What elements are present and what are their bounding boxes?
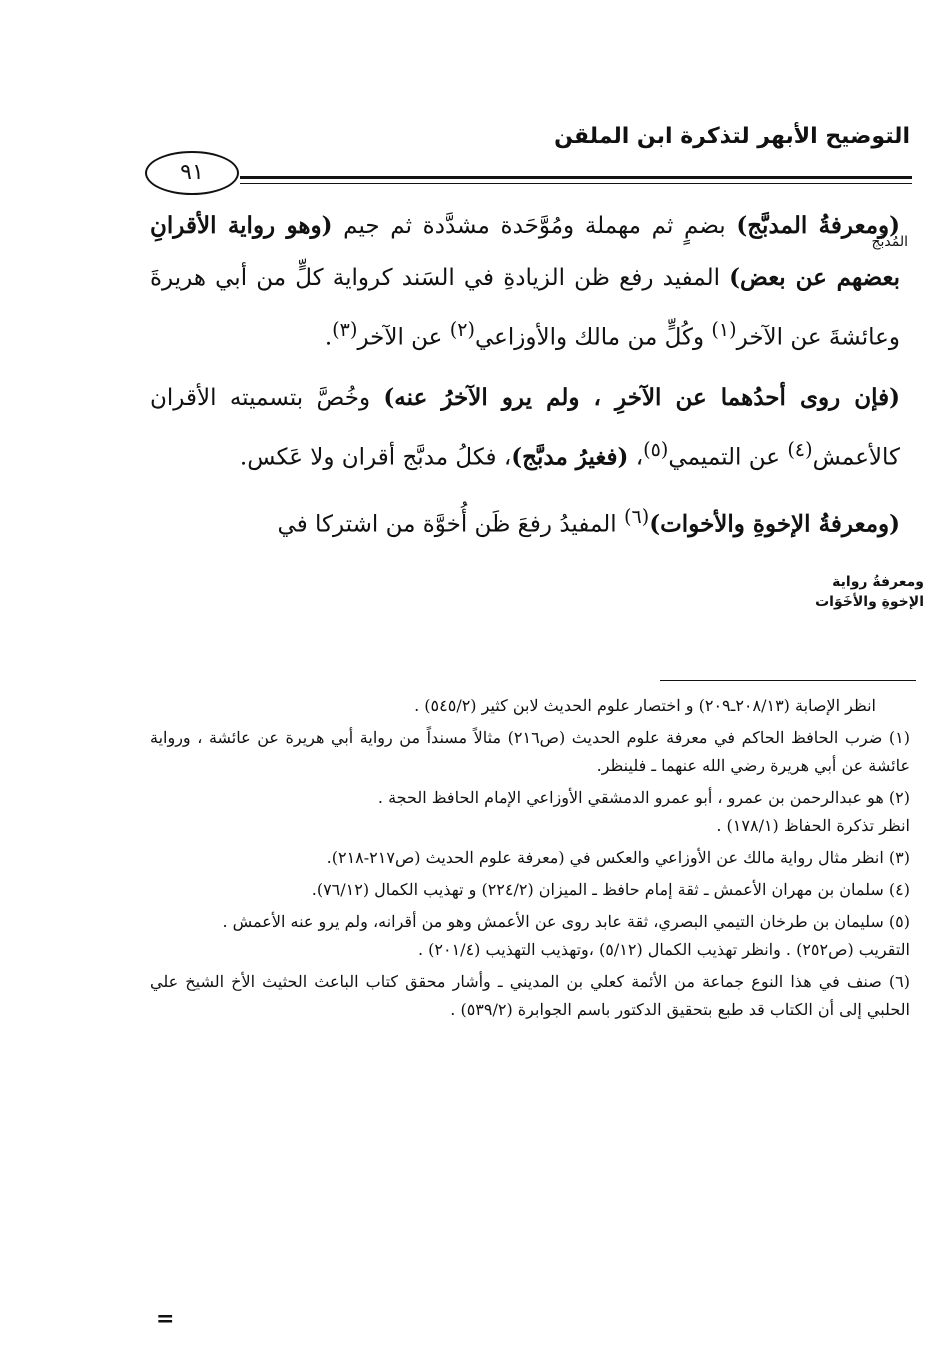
- bold-phrase: (ومعرفةُ الإخوةِ والأخوات): [649, 510, 900, 538]
- footnote-1: (١) ضرب الحافظ الحاكم في معرفة علوم الحديث (ص٢١٦) مثالاً مسنداً من رواية أبي هريرة عن عائشة ، ورواية عائشة عن أبي هريرة رضي الله عنهما ـ فلينظر.: [150, 728, 910, 775]
- footnote-separator: [660, 680, 916, 681]
- footnote-continuation: انظر الإصابة (٢٠٨/١٣ـ٢٠٩) و اختصار علوم الحديث لابن كثير (٥٤٥/٢) .: [414, 696, 876, 715]
- bold-phrase: (وهو رواية الأقرانِ بعضهم عن بعض): [150, 212, 901, 291]
- footnote-2-source: انظر تذكرة الحفاظ (١٧٨/١) .: [716, 816, 910, 835]
- bold-phrase: (فإن روى أحدُهما عن الآخرِ ، ولم يرو الآخرُ عنه): [383, 383, 900, 411]
- running-header-title: التوضيح الأبهر لتذكرة ابن الملقن: [554, 124, 910, 149]
- text-run: عن التميمي: [668, 444, 788, 471]
- text-run: المفيدُ رفعَ ظَن أُخوَّة من اشتركا في: [277, 511, 624, 538]
- text-run: بضمٍ ثم مهملة ومُوَّحَدة مشدَّدة ثم جيم: [332, 213, 737, 239]
- text-run: ، فكلُ مدبَّج أقران ولا عَكس.: [239, 444, 512, 471]
- footnote-ref-2: (٢): [449, 318, 475, 341]
- footnote-5-source: التقريب (ص٢٥٢) . وانظر تهذيب الكمال (٥/١٢) ،وتهذيب التهذيب (٢٠١/٤) .: [417, 940, 910, 959]
- footnote-ref-6: (٦): [624, 505, 650, 529]
- page-number: ٩١: [145, 151, 239, 195]
- text-run: .: [324, 324, 333, 351]
- footnote-ref-3: (٣): [332, 318, 358, 341]
- text-run: وكُلٍّ من مالك والأوزاعي: [474, 324, 712, 351]
- footnote-3: (٣) انظر مثال رواية مالك عن الأوزاعي والعكس في (معرفة علوم الحديث (ص٢١٧-٢١٨).: [326, 848, 910, 867]
- main-text: [150, 200, 900, 551]
- bold-phrase: (فغيرُ مدبَّج): [511, 443, 629, 471]
- text-run: عن الآخر: [357, 324, 450, 351]
- footnotes: [150, 692, 910, 1024]
- footnote-5: (٥) سليمان بن طرخان التيمي البصري، ثقة عابد روى عن الأعمش وهو من أقرانه، ولم يرو عنه الأعمش .: [222, 912, 910, 931]
- header-rule-thick: [240, 176, 912, 179]
- footnote-ref-5: (٥): [643, 437, 669, 461]
- bottom-mark: =: [156, 1306, 175, 1332]
- text-run: المفيد رفع ظن الزيادةِ في السَند كرواية كلٍّ من أبي هريرةَ وعائشةَ عن الآخر: [150, 265, 900, 351]
- text-run: وخُصَّ بتسميته الأقران كالأعمش: [150, 384, 900, 471]
- header-rule-thin: [240, 183, 912, 184]
- footnote-6: (٦) صنف في هذا النوع جماعة من الأئمة كعلي بن المديني ـ وأشار محقق كتاب الباعث الحثيث الأخ الشيخ علي الحلبي إلى أن الكتاب قد طبع بتحقيق الدكتور باسم الجوابرة (٥٣٩/٢) .: [150, 972, 910, 1019]
- footnote-ref-1: (١): [711, 318, 737, 341]
- footnote-ref-4: (٤): [787, 437, 813, 461]
- text-run: ،: [628, 444, 644, 471]
- paragraph-non-mudabbaj: [150, 372, 900, 484]
- margin-note-ikhwa: ومعرفةُ رواية الإخوةِ والأخَوَات: [815, 574, 924, 610]
- margin-note-mudabbaj: المُدبَّج: [871, 234, 908, 250]
- bold-phrase: (ومعرفةُ المدبَّج): [736, 212, 900, 239]
- paragraph-mudabbaj: [150, 200, 900, 364]
- footnote-4: (٤) سلمان بن مهران الأعمش ـ ثقة إمام حافظ ـ الميزان (٢٢٤/٢) و تهذيب الكمال (٧٦/١٢).: [311, 880, 910, 899]
- paragraph-ikhwa: [150, 491, 900, 551]
- footnote-2: (٢) هو عبدالرحمن بن عمرو ، أبو عمرو الدمشقي الأوزاعي الإمام الحافظ الحجة .: [377, 788, 910, 807]
